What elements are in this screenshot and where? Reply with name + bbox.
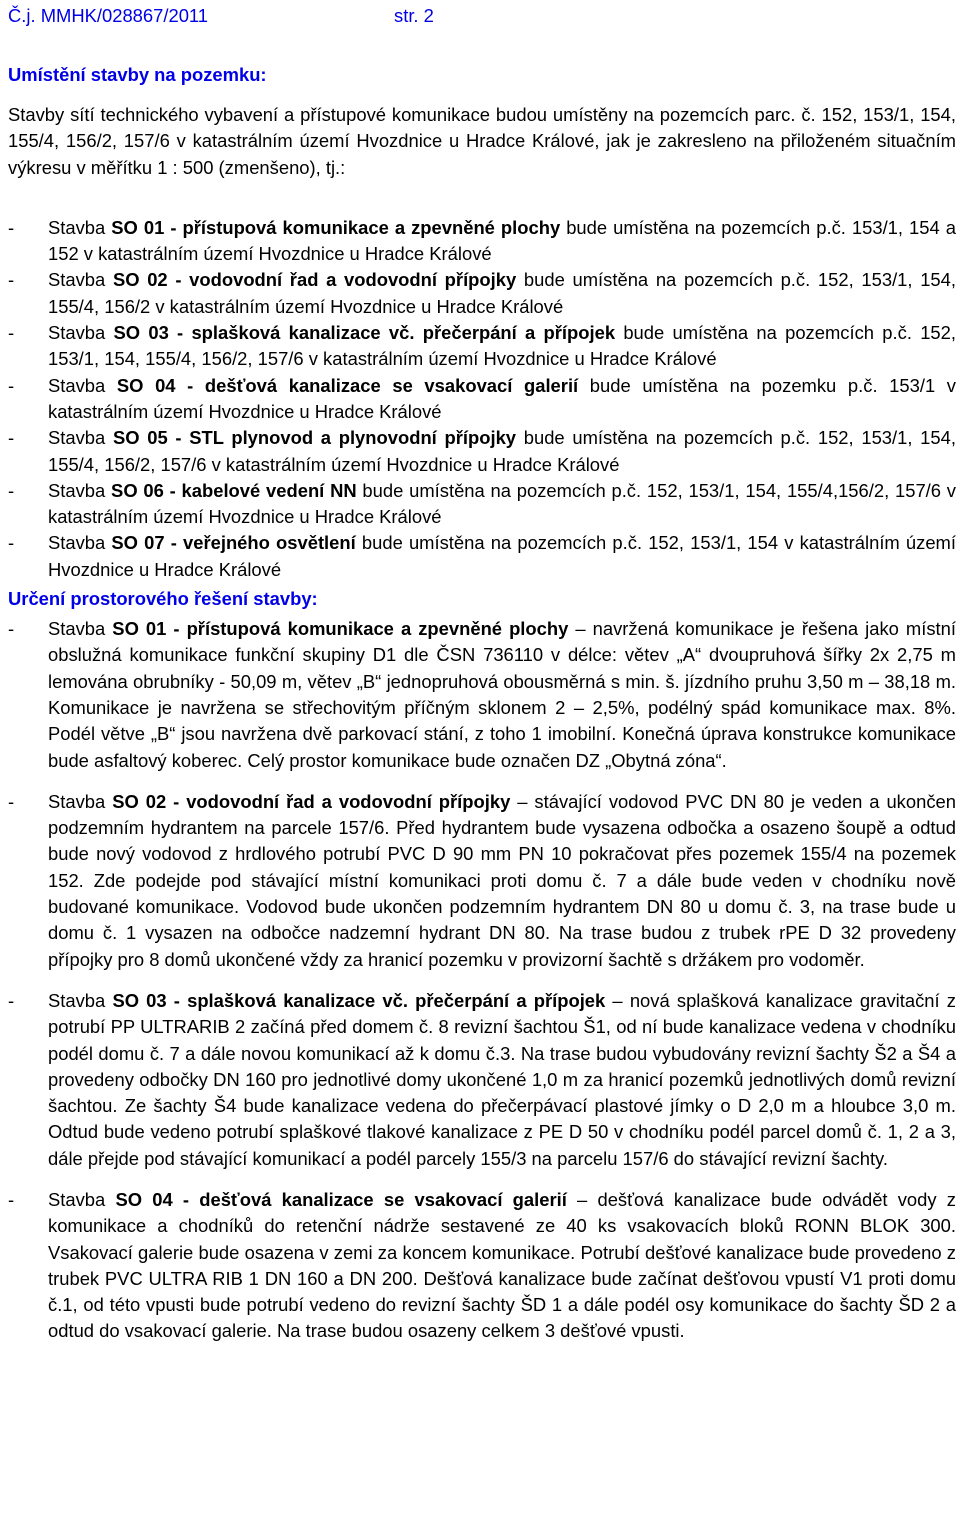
document-page xyxy=(8,0,956,1345)
spatial-list xyxy=(8,616,956,1345)
building-name: SO 04 - dešťová kanalizace se vsakovací galerií xyxy=(116,374,579,396)
placement-item-so02: - Stavba SO 02 - vodovodní řad a vodovodní přípojky bude umístěna na pozemcích p.č. 152, 153/1, 154, 155/4, 156/2 v katastrálním území Hvozdnice u Hradce Králové xyxy=(8,267,956,320)
page-number: str. 2 xyxy=(394,5,434,26)
building-name: SO 06 - kabelové vedení NN xyxy=(111,479,357,501)
placement-item-so03: - Stavba SO 03 - splašková kanalizace vč. přečerpání a přípojek bude umístěna na pozemcích p.č. 152, 153/1, 154, 155/4, 156/2, 157/6 v katastrálním území Hvozdnice u Hradce Králové xyxy=(8,320,956,373)
placement-item-so07: - Stavba SO 07 - veřejného osvětlení bude umístěna na pozemcích p.č. 152, 153/1, 154 v katastrálním území Hvozdnice u Hradce Králové xyxy=(8,530,956,583)
placement-item-so04: - Stavba SO 04 - dešťová kanalizace se vsakovací galerií bude umístěna na pozemku p.č. 153/1 v katastrálním území Hvozdnice u Hradce Králové xyxy=(8,373,956,426)
placement-list xyxy=(8,215,956,583)
building-name: SO 03 - splašková kanalizace vč. přečerpání a přípojek xyxy=(113,322,616,344)
building-name: SO 05 - STL plynovod a plynovodní přípojky xyxy=(112,427,517,449)
spatial-item-so02: - Stavba SO 02 - vodovodní řad a vodovodní přípojky – stávající vodovod PVC DN 80 je veden a ukončen podzemním hydrantem na parcele 157/6. Před hydrantem bude vysazena odbočka a osazeno šoupě a odtud bude nový vodovod z hrdlového potrubí PVC D 90 mm PN 10 pokračovat přes pozemek 155/4 na pozemek 152. Zde podejde pod stávající místní komunikaci proti domu č. 7 a dále bude veden v chodníku nově budované komunikace. Vodovod bude ukončen podzemním hydrantem DN 80 u domu č. 3, na trase bude u domu č. 1 vysazen na odbočce nadzemní hydrant DN 80. Na trase budou z trubek rPE D 32 provedeny přípojky pro 8 domů ukončené vždy za hranicí pozemku v provizorní šachtě s držákem pro vodoměr. xyxy=(8,789,956,973)
spatial-item-so03: - Stavba SO 03 - splašková kanalizace vč. přečerpání a přípojek – nová splašková kanalizace gravitační z potrubí PP ULTRARIB 2 začíná před domem č. 8 revizní šachtou Š1, od ní bude kanalizace vedena v chodníku podél domu č. 7 a dále novou komunikací až k domu č.3. Na trase budou vybudovány revizní šachty Š2 a Š4 a provedeny odbočky DN 160 pro jednotlivé domy ukončené 1,0 m za hranicí pozemků jednotlivých domů revizní šachtou. Ze šachty Š4 bude kanalizace vedena do přečerpávací plastové jímky o D 2,0 m a hloubce 3,0 m. Odtud bude vedeno potrubí splaškové tlakové kanalizace z PE D 50 v chodníku podél parcel domů č. 1, 2 a 3, dále přejde pod stávající komunikací a podél parcely 155/3 na parcelu 157/6 do stávající revizní šachty. xyxy=(8,988,956,1172)
section-title-spatial: Určení prostorového řešení stavby: xyxy=(8,588,318,610)
spatial-item-so01: - Stavba SO 01 - přístupová komunikace a zpevněné plochy – navržená komunikace je řešena jako místní obslužná komunikace funkční skupiny D1 dle ČSN 736110 v délce: větev „A“ dvoupruhová šířky 2x 2,75 m lemována obrubníky - 50,09 m, větev „B“ jednopruhová obousměrná s min. š. jízdního pruhu 3,50 m – 38,18 m. Komunikace je navržena se střechovitým příčným sklonem 2 – 2,5%, podélný spád komunikace max. 8%. Podél větve „B“ jsou navržena dvě parkovací stání, z toho 1 imobilní. Konečná úprava konstrukce komunikace bude asfaltový koberec. Celý prostor komunikace bude označen DZ „Obytná zóna“. xyxy=(8,616,956,774)
building-name: SO 01 - přístupová komunikace a zpevněné plochy xyxy=(111,216,561,238)
spatial-item-so04: - Stavba SO 04 - dešťová kanalizace se vsakovací galerií – dešťová kanalizace bude odvádět vody z komunikace a chodníků do retenční nádrže sestavené ze 40 ks vsakovacích bloků RONN BLOK 300. Vsakovací galerie bude osazena v zemi za koncem komunikace. Potrubí dešťové kanalizace bude provedeno z trubek PVC ULTRA RIB 1 DN 160 a DN 200. Dešťová kanalizace bude začínat dešťovou vpustí V1 proti domu č.1, od této vpusti bude potrubí vedeno do revizní šachty ŠD 1 a dále podél osy komunikace do šachty ŠD 2 a odtud do vsakovací galerie. Na trase budou osazeny celkem 3 dešťové vpusti. xyxy=(8,1187,956,1345)
placement-item-so01: - Stavba SO 01 - přístupová komunikace a zpevněné plochy bude umístěna na pozemcích p.č. 153/1, 154 a 152 v katastrálním území Hvozdnice u Hradce Králové xyxy=(8,215,956,268)
placement-intro: Stavby sítí technického vybavení a přístupové komunikace budou umístěny na pozemcích parc. č. 152, 153/1, 154, 155/4, 156/2, 157/6 v katastrálním území Hvozdnice u Hradce Králové, jak je zakresleno na přiloženém situačním výkresu v měřítku 1 : 500 (zmenšeno), tj.: xyxy=(8,104,956,178)
building-name: SO 04 - dešťová kanalizace se vsakovací galerií xyxy=(115,1188,567,1210)
building-name: SO 02 - vodovodní řad a vodovodní přípojky xyxy=(112,269,517,291)
section-title-placement: Umístění stavby na pozemku: xyxy=(8,64,267,85)
building-name: SO 07 - veřejného osvětlení xyxy=(111,532,356,554)
document-reference: Č.j. MMHK/028867/2011 xyxy=(8,5,209,26)
page-header xyxy=(8,0,956,31)
building-name: SO 03 - splašková kanalizace vč. přečerpání a přípojek xyxy=(112,989,606,1011)
placement-item-so05: - Stavba SO 05 - STL plynovod a plynovodní přípojky bude umístěna na pozemcích p.č. 152, 153/1, 154, 155/4, 156/2, 157/6 v katastrálním území Hvozdnice u Hradce Králové xyxy=(8,425,956,478)
building-name: SO 01 - přístupová komunikace a zpevněné plochy xyxy=(112,618,569,640)
placement-item-so06: - Stavba SO 06 - kabelové vedení NN bude umístěna na pozemcích p.č. 152, 153/1, 154, 155/4,156/2, 157/6 v katastrálním území Hvozdnice u Hradce Králové xyxy=(8,478,956,531)
building-name: SO 02 - vodovodní řad a vodovodní přípojky xyxy=(112,790,511,812)
